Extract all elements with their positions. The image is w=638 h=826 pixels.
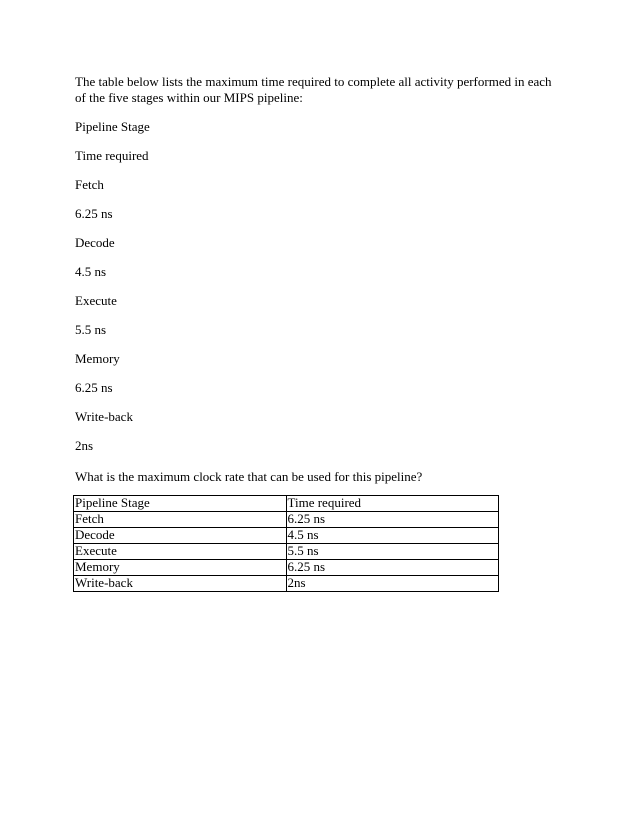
table-cell-stage: Decode bbox=[74, 528, 287, 544]
text-line-execute-time: 5.5 ns bbox=[75, 322, 107, 337]
question-text: What is the maximum clock rate that can be used for this pipeline? bbox=[75, 469, 423, 484]
table-cell-time: 6.25 ns bbox=[286, 560, 499, 576]
table-cell-time: 5.5 ns bbox=[286, 544, 499, 560]
text-line-fetch-time: 6.25 ns bbox=[75, 206, 113, 221]
table-cell-time: 6.25 ns bbox=[286, 512, 499, 528]
text-line-fetch: Fetch bbox=[75, 177, 104, 192]
table-cell-stage: Fetch bbox=[74, 512, 287, 528]
text-line-memory-time: 6.25 ns bbox=[75, 380, 113, 395]
table-row bbox=[74, 512, 499, 528]
header-cell-stage: Pipeline Stage bbox=[74, 496, 287, 512]
text-line-pipeline-stage: Pipeline Stage bbox=[75, 119, 150, 134]
table-row bbox=[74, 560, 499, 576]
text-line-write-back-time: 2ns bbox=[75, 438, 94, 453]
text-line-write-back: Write-back bbox=[75, 409, 133, 424]
table-row bbox=[74, 544, 499, 560]
text-line-memory: Memory bbox=[75, 351, 120, 366]
text-line-decode: Decode bbox=[75, 235, 115, 250]
table-row bbox=[74, 528, 499, 544]
header-cell-time: Time required bbox=[286, 496, 499, 512]
table-row bbox=[74, 576, 499, 592]
intro-paragraph: The table below lists the maximum time required to complete all activity performed in each of the five stages within our MIPS pipeline: bbox=[75, 74, 552, 105]
text-line-execute: Execute bbox=[75, 293, 117, 308]
table-cell-time: 2ns bbox=[286, 576, 499, 592]
text-line-time-required: Time required bbox=[75, 148, 149, 163]
text-line-decode-time: 4.5 ns bbox=[75, 264, 107, 279]
table-cell-stage: Execute bbox=[74, 544, 287, 560]
table-cell-stage: Memory bbox=[74, 560, 287, 576]
pipeline-table bbox=[73, 495, 499, 592]
table-cell-stage: Write-back bbox=[74, 576, 287, 592]
table-cell-time: 4.5 ns bbox=[286, 528, 499, 544]
table-header-row bbox=[74, 496, 499, 512]
